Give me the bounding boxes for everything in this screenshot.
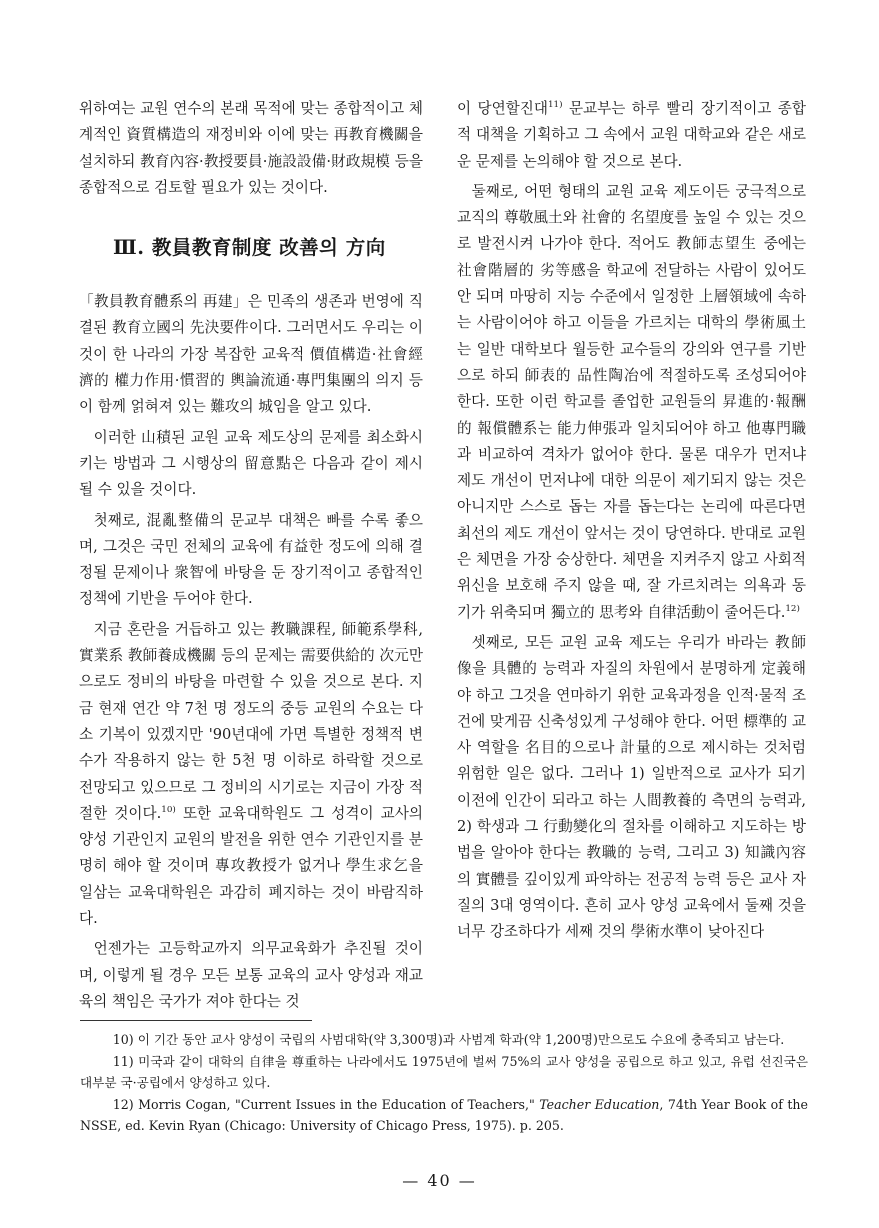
paragraph-text: 또한 교육대학원도 그 성격이 교사의 양성 기관인지 교원의 발전을 위한 연수 기관인지를 분명히 해야 할 것이며 專攻教授가 없거나 學生求乞을 일삼는 교육대학원은 과감히 폐지하는 것이 바람직하다. <box>79 804 423 928</box>
body-paragraph <box>79 617 423 933</box>
body-paragraph: 이러한 山積된 교원 교육 제도상의 문제를 최소화시키는 방법과 그 시행상의 留意點은 다음과 같이 제시될 수 있을 것이다. <box>79 428 423 499</box>
body-paragraph: 셋째로, 모든 교원 교육 제도는 우리가 바라는 教師像을 具體的 능력과 자질의 차원에서 분명하게 定義해야 하고 그것을 연마하기 위한 교육과정을 인적·물적 조건에 맞게끔 신축성있게 구성해야 한다. 어떤 標準的 교사 역할을 名目的으로나 計量的으로 제시하는 것처럼 위험한 일은 없다. 그러나 1) 일반적으로 교사가 되기 이전에 인간이 되라고 하는 人間教養的 측면의 능력과, 2) 학생과 그 行動變化의 절차를 이해하고 지도하는 방법을 알아야 한다는 教職的 능력, 그리고 3) 知識內容의 實體를 깊이있게 파악하는 전공적 능력 등은 교사 자질의 3대 영역이다. 흔히 교사 양성 교육에서 둘째 것을 너무 강조하다가 세째 것의 學術水準이 낮아진다 <box>457 633 806 941</box>
body-paragraph: 「教員教育體系의 再建」은 민족의 생존과 번영에 직결된 教育立國의 先決要件이다. 그러면서도 우리는 이것이 한 나라의 가장 복잡한 교육적 價值構造·社會經濟的 權力作用·慣習的 輿論流通·專門集團의 의지 등이 함께 얽혀져 있는 難攻의 城임을 알고 있다. <box>79 293 423 416</box>
footnote-10: 10) 이 기간 동안 교사 양성이 국립의 사범대학(약 3,300명)과 사범계 학과(약 1,200명)만으로도 수요에 충족되고 남는다. <box>112 1032 785 1047</box>
paragraph-text: 지금 혼란을 거듭하고 있는 教職課程, 師範系學科, 實業系 教師養成機關 등의 문제는 需要供給的 次元만으로도 정비의 바탕을 마련할 수 있을 것으로 본다. 지금 현재 연간 약 7천 명 정도의 중등 교원의 수요는 다소 기복이 있겠지만 '90년대에 가면 특별한 정책적 변수가 작용하지 않는 한 5천 명 이하로 하락할 것으로 전망되고 있으므로 그 정비의 시기로는 지금이 가장 적절한 것이다. <box>79 620 423 822</box>
body-paragraph: 첫째로, 混亂整備의 문교부 대책은 빠를 수록 좋으며, 그것은 국민 전체의 교육에 有益한 정도에 의해 결정될 문제이나 衆智에 바탕을 둔 장기적이고 종합적인 정책에 기반을 두어야 한다. <box>79 511 423 608</box>
paragraph-text: 문교부는 하루 빨리 장기적이고 종합적 대책을 기획하고 그 속에서 교원 대학교와 같은 새로운 문제를 논의해야 할 것으로 본다. <box>457 100 806 170</box>
left-column <box>79 96 423 1015</box>
paragraph-text: 이 당연할진대 <box>457 100 548 117</box>
body-paragraph <box>457 179 806 626</box>
journal-title: Teacher Education <box>539 1096 660 1112</box>
footnotes <box>80 1029 808 1137</box>
body-paragraph: 언젠가는 고등학교까지 의무교육화가 추진될 것이며, 이렇게 될 경우 모든 보통 교육의 교사 양성과 재교육의 책임은 국가가 져야 한다는 것 <box>79 940 423 1010</box>
footnote-text: 12) Morris Cogan, "Current Issues in the Education of Teachers," <box>112 1096 540 1112</box>
footnote-ref: 10) <box>161 804 176 815</box>
page-number: — 40 — <box>402 1171 477 1190</box>
footnote-11: 11) 미국과 같이 대학의 自律을 尊重하는 나라에서도 1975년에 벌써 75%의 교사 양성을 공립으로 하고 있고, 유럽 선진국은 대부분 국·공립에서 양성하고 있다. <box>80 1053 808 1090</box>
footnote-divider <box>80 1020 312 1021</box>
intro-paragraph: 위하여는 교원 연수의 본래 목적에 맞는 종합적이고 체계적인 資質構造의 재정비와 이에 맞는 再教育機關을 설치하되 教育內容·教授要員·施設設備·財政規模 등을 종합적으로 검토할 필요가 있는 것이다. <box>79 100 423 196</box>
continued-paragraph <box>457 96 806 175</box>
paragraph-text: 둘째로, 어떤 형태의 교원 교육 제도이든 궁극적으로 교직의 尊敬風土와 社會的 名望度를 높일 수 있는 것으로 발전시켜 나가야 한다. 적어도 教師志望生 중에는 社會階層的 劣等感을 학교에 전달하는 사람이 있어도 안 되며 마땅히 지능 수준에서 일정한 上層領域에 속하는 사람이어야 하고 이들을 가르치는 대학의 學術風土는 일반 대학보다 월등한 교수들의 강의와 연구를 기반으로 하되 師表的 品性陶冶에 적절하도록 조성되어야 한다. 또한 이런 학교를 졸업한 교원들의 昇進的·報酬的 報償體系는 能力伸張과 일치되어야 하고 他專門職과 비교하여 격차가 없어야 한다. 물론 대우가 먼저냐 제도 개선이 먼저냐에 대한 의문이 제기되지 않는 것은 아니지만 스스로 돕는 자를 돕는다는 논리에 따른다면 최선의 제도 개선이 앞서는 것이 당연하다. 반대로 교원은 체면을 가장 숭상한다. 체면을 지켜주지 않고 사회적 위신을 보호해 주지 않을 때, 잘 가르치려는 의욕과 동기가 위축되며 獨立的 思考와 自律活動이 줄어든다. <box>457 182 806 621</box>
footnote-text: , 74th Year Book of the NSSE, ed. Kevin Ryan (Chicago: University of Chicago Press, 1975). p. 205. <box>80 1096 808 1133</box>
footnote-ref: 12) <box>785 603 800 614</box>
right-column <box>457 96 806 946</box>
footnote-ref: 11) <box>547 100 563 111</box>
section-heading: Ⅲ. 教員教育制度 改善의 方向 <box>113 236 386 260</box>
footnote-12 <box>80 1094 808 1137</box>
